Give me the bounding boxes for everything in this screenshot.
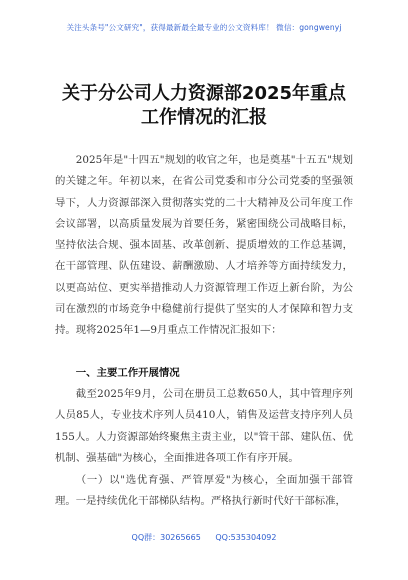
staff-paragraph: 截至2025年9月，公司在册员工总数650人，其中管理序列人员85人，专业技术序列人员410人，销售及运营支持序列人员155人。人力资源部始终聚焦主责主业，以"管干部、建队伍、优机制、强基础"为核心，全面推进各项工作有序开展。 [55,388,353,464]
footer-banner [0,532,408,543]
title-line-2: 工作情况的汇报 [141,107,267,128]
intro-paragraph: 2025年是"十四五"规划的收官之年，也是奠基"十五五"规划的关键之年。年初以来，在省公司党委和市分公司党委的坚强领导下，人力资源部深入贯彻落实党的二十大精神及公司年度工作会议部署，以高质量发展为首要任务，紧密围绕公司战略目标，坚持依法合规、强本固基、改革创新、提质增效的工作总基调，在干部管理、队伍建设、薪酬激励、人才培养等方面持续发力，以更高站位、更实举措推动人力资源管理工作迈上新台阶，为公司在激烈的市场竞争中稳健前行提供了坚实的人才保障和智力支持。现将2025年1—9月重点工作情况汇报如下： [55,154,353,337]
header-banner: 关注头条号"公文研究"，获得最新最全最专业的公文资料库！ 微信：gongwenyj [66,23,342,32]
footer-qq: QQ:535304092 [215,533,277,542]
cadre-management-paragraph: （一）以"选优育强、严管厚爱"为核心，全面加强干部管理。一是持续优化干部梯队结构。严格执行新时代好干部标准， [55,474,353,508]
document-title [40,82,368,130]
footer-qq-group: QQ群：30265665 [131,533,201,542]
title-line-1: 关于分公司人力资源部2025年重点 [61,83,347,104]
section-heading: 一、主要工作开展情况 [75,367,180,379]
